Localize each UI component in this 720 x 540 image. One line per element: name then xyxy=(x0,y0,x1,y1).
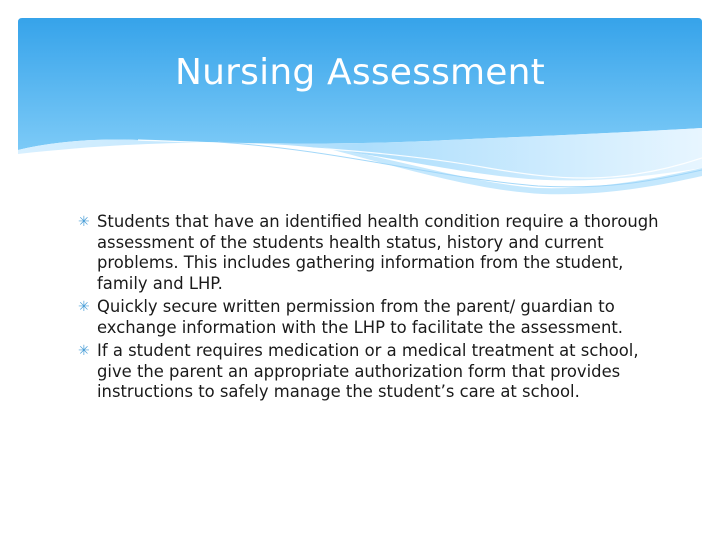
bullet-text: If a student requires medication or a medical treatment at school, give the parent an appropriate authorization form that provides instructions to safely manage the student’s care at school. xyxy=(97,341,639,401)
bullet-list xyxy=(78,212,678,406)
bullet-item xyxy=(78,212,678,294)
asterisk-bullet-icon: ✳ xyxy=(78,214,90,230)
header-wave-graphic xyxy=(18,18,702,198)
slide-title: Nursing Assessment xyxy=(175,52,545,93)
bullet-item xyxy=(78,341,678,403)
asterisk-bullet-icon: ✳ xyxy=(78,343,90,359)
bullet-item xyxy=(78,297,678,338)
asterisk-bullet-icon: ✳ xyxy=(78,299,90,315)
bullet-text: Quickly secure written permission from the parent/ guardian to exchange information with the LHP to facilitate the assessment. xyxy=(97,297,624,337)
header-band xyxy=(18,18,702,198)
bullet-text: Students that have an identified health condition require a thorough assessment of the students health status, history and current problems. This includes gathering information from the student, family and LHP. xyxy=(97,212,659,293)
